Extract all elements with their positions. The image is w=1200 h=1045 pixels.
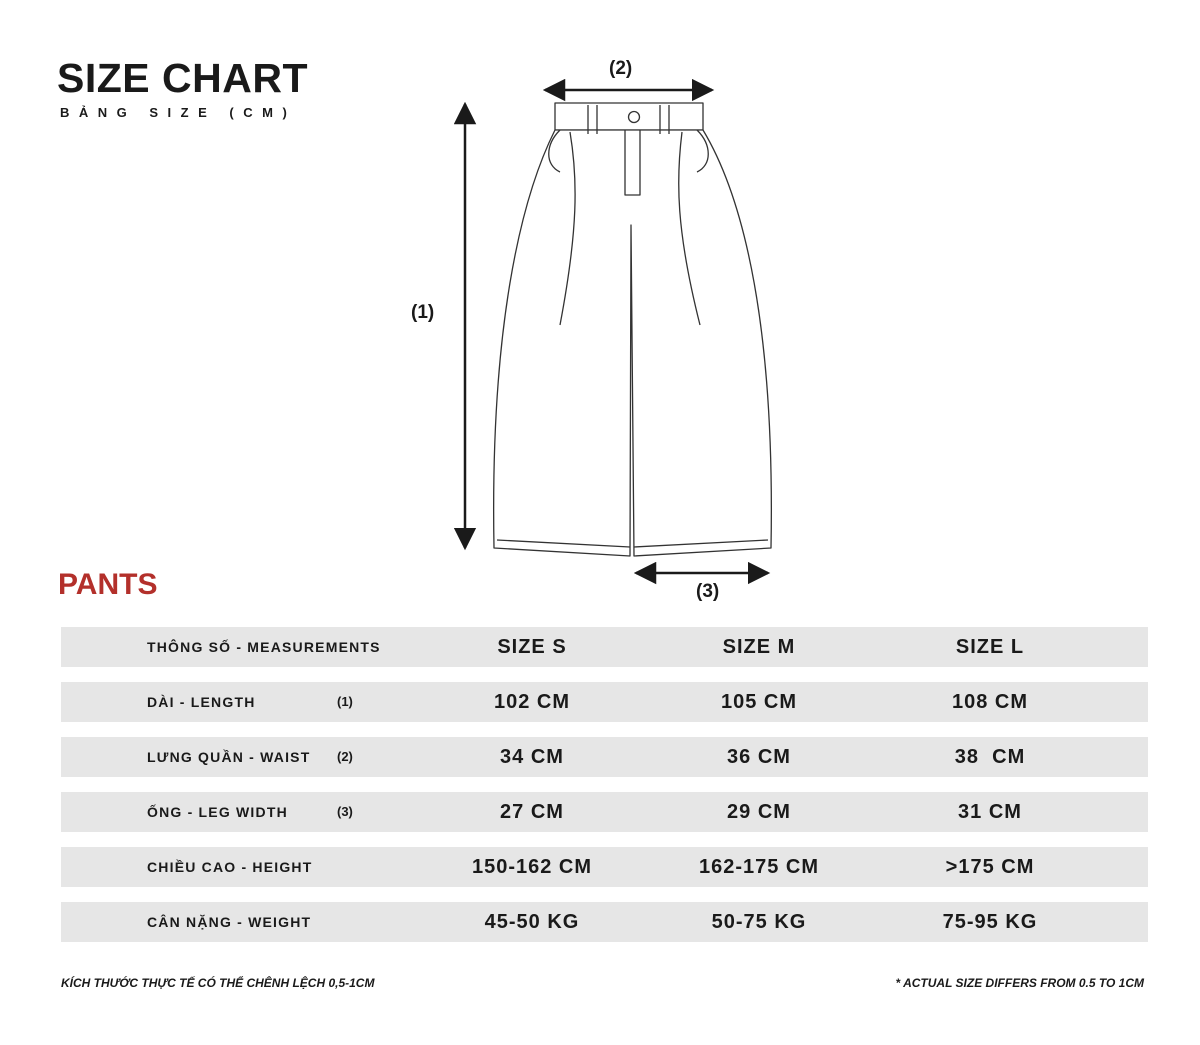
size-table xyxy=(61,627,1148,957)
table-row xyxy=(61,902,1148,942)
header-measurements: THÔNG SỐ - MEASUREMENTS xyxy=(147,639,381,655)
size-m-value: 36 CM xyxy=(727,746,791,768)
size-s-value: 34 CM xyxy=(500,746,564,768)
size-m-value: 29 CM xyxy=(727,801,791,823)
table-row xyxy=(61,682,1148,722)
size-l-value: >175 CM xyxy=(945,856,1035,878)
header-size-s: SIZE S xyxy=(497,636,567,658)
size-l-value: 38 CM xyxy=(954,746,1026,768)
row-marker: (3) xyxy=(337,804,353,819)
size-s-value: 45-50 KG xyxy=(484,911,580,933)
row-label: CÂN NẶNG - WEIGHT xyxy=(147,914,312,930)
size-s-value: 150-162 CM xyxy=(471,856,593,878)
leg-marker-label: (3) xyxy=(696,581,720,602)
size-l-value: 75-95 KG xyxy=(942,911,1038,933)
pants-illustration xyxy=(494,103,772,556)
table-row xyxy=(61,737,1148,777)
page-subtitle: BẢNG SIZE (CM) xyxy=(60,105,297,120)
size-l-value: 31 CM xyxy=(958,801,1022,823)
header-size-l: SIZE L xyxy=(955,636,1025,658)
page-title: SIZE CHART xyxy=(57,55,308,101)
size-l-value: 108 CM xyxy=(951,691,1029,713)
table-row xyxy=(61,792,1148,832)
row-label: DÀI - LENGTH xyxy=(147,694,256,710)
size-s-value: 27 CM xyxy=(500,801,564,823)
length-marker-label: (1) xyxy=(411,302,435,323)
row-label: LƯNG QUẦN - WAIST xyxy=(147,749,311,765)
size-s-value: 102 CM xyxy=(493,691,571,713)
size-m-value: 105 CM xyxy=(720,691,798,713)
row-label: ỐNG - LEG WIDTH xyxy=(147,804,288,820)
row-label: CHIỀU CAO - HEIGHT xyxy=(147,859,313,875)
size-m-value: 162-175 CM xyxy=(698,856,820,878)
row-marker: (2) xyxy=(337,749,353,764)
note-english: * ACTUAL SIZE DIFFERS FROM 0.5 TO 1CM xyxy=(895,976,1144,990)
section-title: PANTS xyxy=(58,568,158,601)
row-marker: (1) xyxy=(337,694,353,709)
header-size-m: SIZE M xyxy=(722,636,796,658)
table-header-row xyxy=(61,627,1148,667)
size-m-value: 50-75 KG xyxy=(711,911,807,933)
table-row xyxy=(61,847,1148,887)
note-vietnamese: KÍCH THƯỚC THỰC TẾ CÓ THỂ CHÊNH LỆCH 0,5-1CM xyxy=(61,976,375,990)
waist-marker-label: (2) xyxy=(609,58,633,79)
